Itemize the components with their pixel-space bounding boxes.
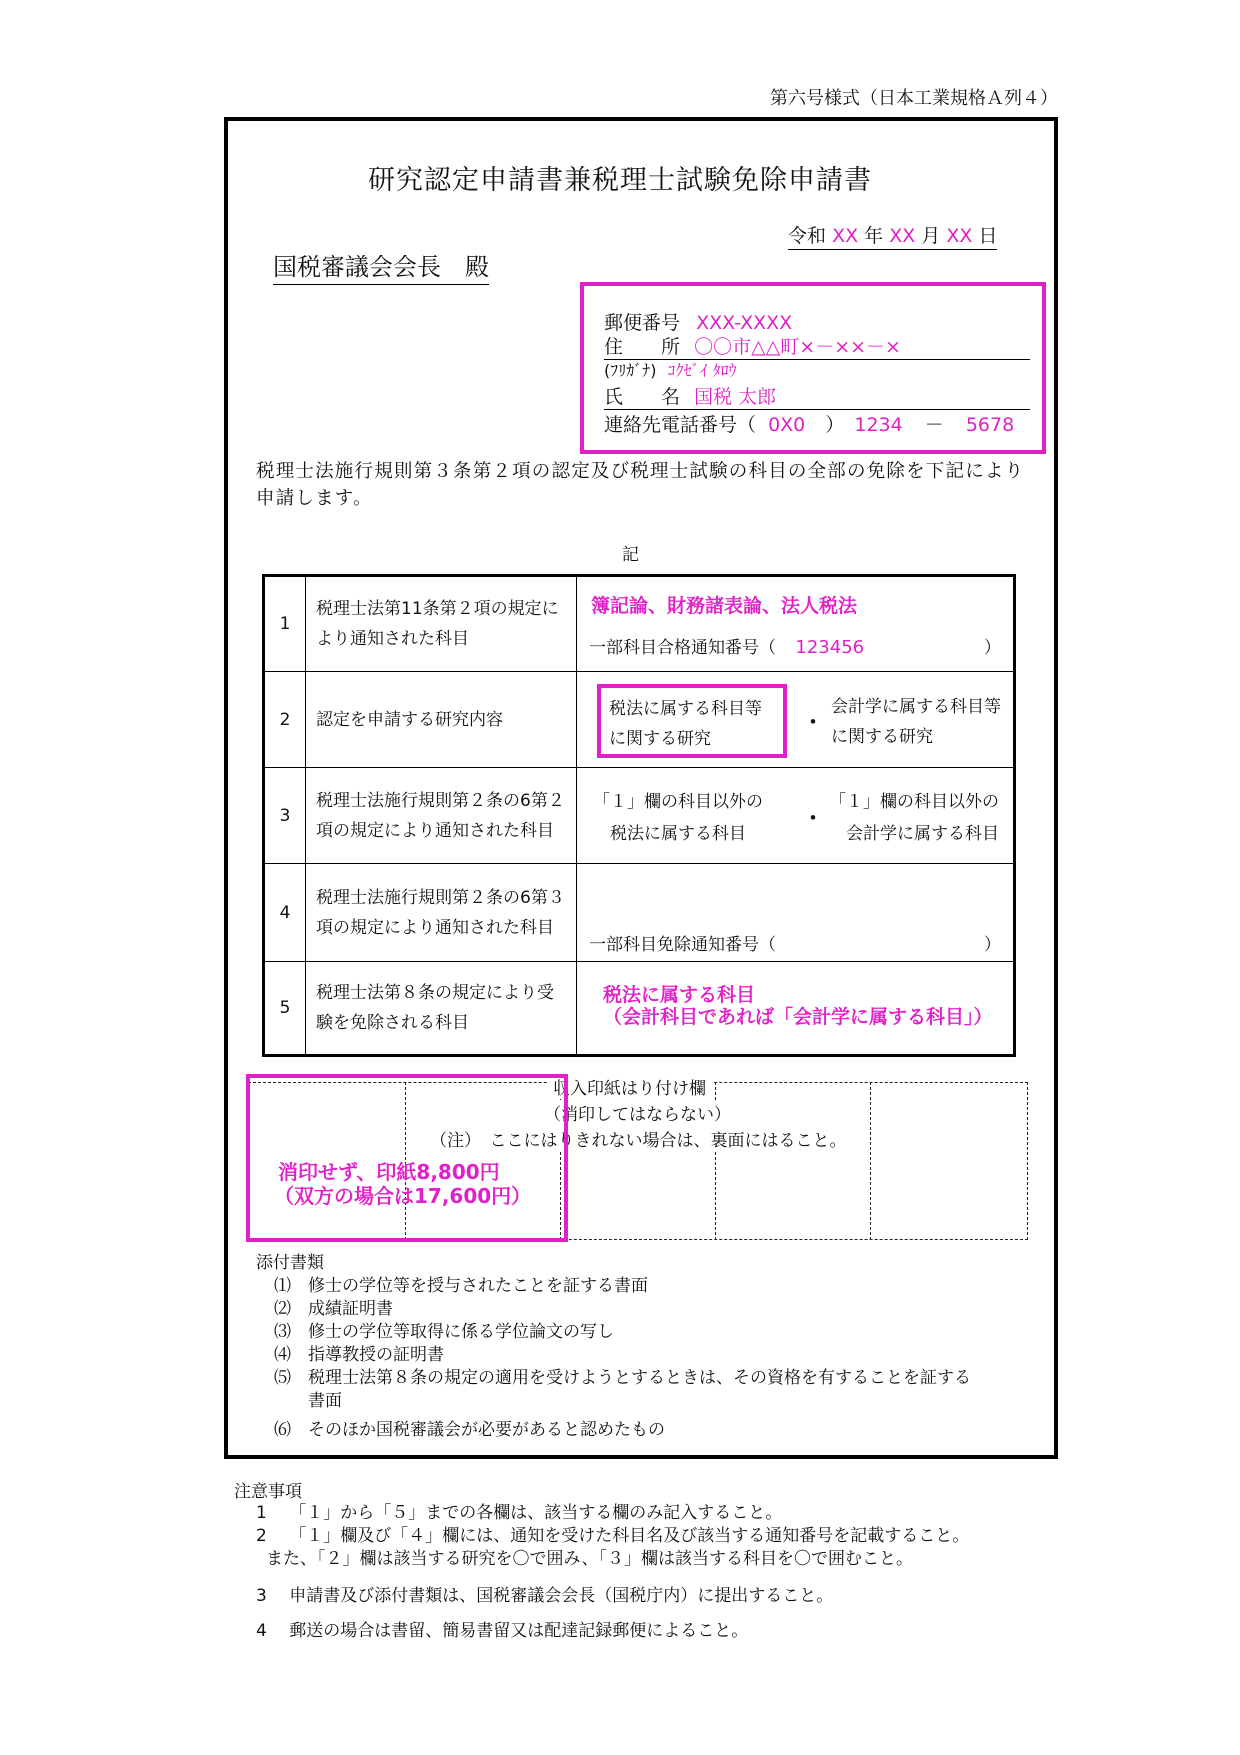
table-row [264,864,1015,962]
note-number: 4 [256,1621,267,1641]
pass-notice-label: 一部科目合格通知番号（ [589,638,776,658]
option-accounting-subject-line2: 会計学に属する科目 [846,824,999,844]
stamp-area-note: （注） ここにはりきれない場合は、裏面にはること。 [430,1126,847,1151]
note-number: 1 [256,1503,267,1523]
stamp-area-subtitle: （消印してはならない） [544,1100,731,1125]
option-separator: ・ [803,806,823,830]
note-text: 郵送の場合は書留、簡易書留又は配達記録郵便によること。 [289,1621,749,1641]
list-item [256,1581,969,1606]
date-era: 令和 [788,225,827,247]
list-item [256,1275,971,1298]
passed-subjects: 簿記論、財務諸表論、法人税法 [591,595,858,617]
date-year: XX [832,225,859,247]
stamp-annotation-line2: （双方の場合は17,600円） [274,1184,532,1208]
exempt-subject: 税法に属する科目 [603,984,756,1006]
option-tax-subject-line2: 税法に属する科目 [610,824,746,844]
kana-value: ｺｸｾﾞｲ ﾀﾛｳ [667,361,737,380]
phone-area: 0X0 [768,414,806,436]
date-day: XX [946,225,973,247]
option-tax-subject-line1: 「１」欄の科目以外の [593,792,763,812]
item-text: 修士の学位等を授与されたことを証する書面 [308,1276,648,1296]
note-text: 「１」欄及び「４」欄には、通知を受けた科目名及び該当する通知番号を記載すること。 [289,1526,970,1546]
row-number: 5 [264,962,306,1056]
postal-row [604,308,1030,335]
option-tax-research-line1: 税法に属する科目等 [609,699,762,719]
item-number: ⑹ [274,1420,291,1440]
list-item [256,1367,971,1413]
phone-close: ） [825,414,845,436]
phone-dash: － [924,414,944,436]
row-value [577,962,1015,1056]
option-accounting-research[interactable] [831,692,1001,752]
option-accounting-subject[interactable] [829,786,999,850]
option-accounting-research-line2: に関する研究 [831,727,933,747]
row-description: 税理士法第８条の規定により受験を免除される科目 [306,962,577,1056]
date-month: XX [889,225,916,247]
row-value [577,864,1015,962]
exemption-notice-label: 一部科目免除通知番号（ [589,935,776,955]
form-number: 第六号様式（日本工業規格Ａ列４） [770,88,1058,109]
name-label: 氏 名 [604,386,681,408]
row-description: 税理士法第11条第２項の規定により通知された科目 [306,576,577,672]
exemption-notice-number [589,930,1001,955]
note-text-cont: また、「２」欄は該当する研究を〇で囲み、「３」欄は該当する科目を〇で囲むこと。 [266,1549,914,1569]
kana-row [604,358,1030,381]
row-number: 1 [264,576,306,672]
item-text: 修士の学位等取得に係る学位論文の写し [308,1322,614,1342]
table-row [264,768,1015,864]
row-value [577,576,1015,672]
exempt-subject-note: （会計科目であれば「会計学に属する科目」） [603,1006,993,1028]
application-table [262,574,1016,1057]
attachments-section [256,1252,971,1442]
item-text: 指導教授の証明書 [308,1345,444,1365]
list-item [256,1298,971,1321]
note-number: 3 [256,1586,267,1606]
phone-label: 連絡先電話番号（ [604,414,757,436]
item-text: 成績証明書 [308,1299,393,1319]
row-number: 4 [264,864,306,962]
row-value [577,768,1015,864]
row-description: 認定を申請する研究内容 [306,672,577,768]
date-year-unit: 年 [864,225,884,247]
address-value: 〇〇市△△町×－××－× [694,336,901,358]
note-text: 「１」から「５」までの各欄は、該当する欄のみ記入すること。 [289,1503,783,1523]
postal-value: XXX-XXXX [696,312,793,334]
list-item [256,1502,969,1525]
row-description: 税理士法施行規則第２条の6第３項の規定により通知された科目 [306,864,577,962]
phone-last: 5678 [965,414,1015,436]
item-number: ⑴ [274,1276,291,1296]
pass-notice-value: 123456 [795,637,865,658]
item-text: そのほか国税審議会が必要があると認めたもの [308,1420,665,1440]
item-number: ⑵ [274,1299,291,1319]
option-tax-research[interactable] [597,684,787,758]
stamp-annotation-box [246,1074,568,1242]
stamp-area-title: 収入印紙はり付け欄 [547,1074,712,1099]
note-number: 2 [256,1526,267,1546]
phone-row [604,410,1030,437]
list-item [256,1321,971,1344]
list-item [256,1419,971,1442]
list-item [256,1344,971,1367]
row-number: 3 [264,768,306,864]
option-tax-subject[interactable] [593,786,763,850]
pass-notice-number [589,633,1001,658]
option-tax-research-line2: に関する研究 [609,729,711,749]
table-row [264,962,1015,1056]
table-row [264,576,1015,672]
date-day-unit: 日 [978,225,998,247]
item-number: ⑷ [274,1345,291,1365]
item-text-cont: 書面 [308,1391,342,1411]
date-month-unit: 月 [921,225,941,247]
row-number: 2 [264,672,306,768]
note-text: 申請書及び添付書類は、国税審議会会長（国税庁内）に提出すること。 [289,1586,834,1606]
list-item [256,1525,969,1571]
page-title: 研究認定申請書兼税理士試験免除申請書 [368,165,872,196]
attachments-heading: 添付書類 [256,1253,324,1273]
application-date [788,221,997,250]
applicant-info-box [580,282,1046,454]
name-row [604,382,1030,410]
notes-heading: 注意事項 [234,1482,302,1502]
ki-heading: 記 [622,545,639,565]
intro-text: 税理士法施行規則第３条第２項の認定及び税理士試験の科目の全部の免除を下記により申請します。 [256,461,1025,509]
item-text: 税理士法第８条の規定の適用を受けようとするときは、その資格を有することを証する [308,1368,971,1388]
item-number: ⑸ [274,1368,291,1388]
pass-notice-close: ） [984,638,1001,658]
row-description: 税理士法施行規則第２条の6第２項の規定により通知された科目 [306,768,577,864]
phone-mid: 1234 [854,414,903,436]
postal-label: 郵便番号 [604,312,681,334]
address-label: 住 所 [604,336,681,358]
option-accounting-subject-line1: 「１」欄の科目以外の [829,792,999,812]
option-accounting-research-line1: 会計学に属する科目等 [831,697,1001,717]
address-row [604,332,1030,360]
item-number: ⑶ [274,1322,291,1342]
stamp-divider [870,1082,871,1240]
option-separator: ・ [803,710,823,734]
notes-section [234,1477,969,1641]
exemption-notice-close: ） [984,935,1001,955]
list-item [256,1616,969,1641]
name-value: 国税 太郎 [694,386,777,408]
kana-label: (ﾌﾘｶﾞﾅ) [604,361,657,380]
row-value [577,672,1015,768]
stamp-annotation-line1: 消印せず、印紙8,800円 [278,1160,500,1184]
table-row [264,672,1015,768]
addressee: 国税審議会会長 殿 [273,247,489,285]
